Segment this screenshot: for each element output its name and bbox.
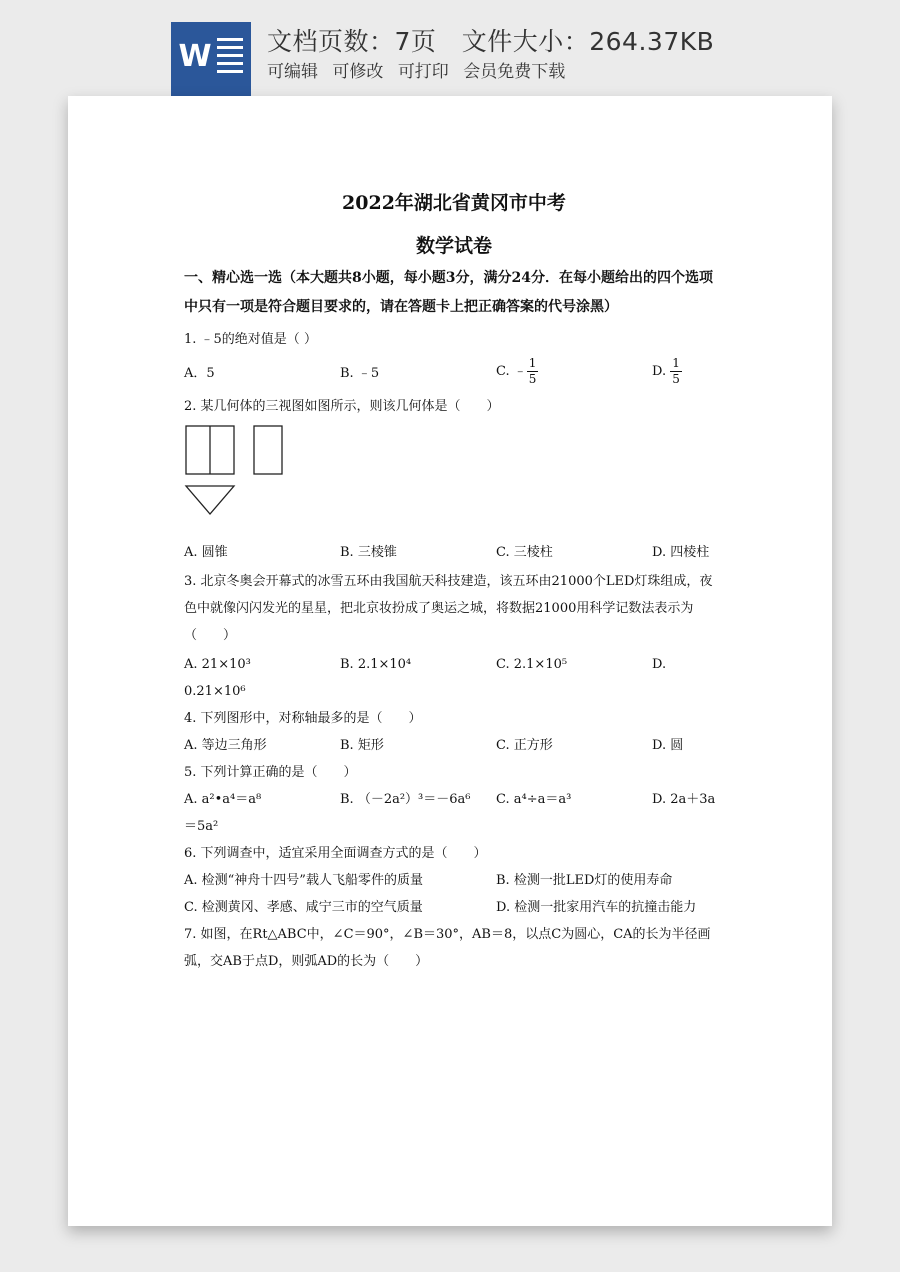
question-3: 3. 北京冬奥会开幕式的冰雪五环由我国航天科技建造，该五环由21000个LED灯珠组成，夜色中就像闪闪发光的星星，把北京妆扮成了奥运之城，将数据21000用科学记数法表示为（ ）	[184, 574, 713, 643]
option-a: A．5	[184, 365, 215, 381]
question-6-options-row-1	[184, 867, 724, 894]
question-2: 2. 某几何体的三视图如图所示，则该几何体是（ ）	[184, 399, 500, 414]
option-b: B. ﹣5	[340, 365, 380, 381]
option-c-prefix: C. ﹣	[496, 363, 527, 379]
question-5-options	[184, 786, 724, 813]
option-a: A. 21×10³	[184, 657, 251, 672]
option-d-continued: ＝5a²	[184, 819, 219, 834]
denominator: 5	[672, 371, 680, 386]
option-c: C. a⁴÷a＝a³	[496, 792, 572, 807]
feature-member-download: 会员免费下载	[463, 62, 566, 82]
option-a: A. 等边三角形	[184, 738, 267, 753]
document-content	[184, 186, 724, 975]
option-d	[652, 356, 808, 387]
option-d: D.	[652, 657, 667, 672]
option-c: C. 三棱柱	[496, 544, 553, 560]
question-4: 4. 下列图形中，对称轴最多的是（ ）	[184, 711, 422, 726]
question-3-options	[184, 651, 724, 678]
feature-list	[267, 57, 574, 82]
question-7: 7. 如图，在Rt△ABC中，∠C＝90°，∠B＝30°，AB＝8，以点C为圆心，CA的长为半径画弧，交AB于点D，则弧AD的长为（ ）	[184, 927, 711, 969]
option-b: B. 检测一批LED灯的使用寿命	[496, 873, 673, 888]
question-6-options-row-2	[184, 894, 724, 921]
option-a: A. 检测“神舟十四号”载人飞船零件的质量	[184, 873, 423, 888]
side-view	[254, 426, 282, 474]
option-d: D. 检测一批家用汽车的抗撞击能力	[496, 900, 697, 915]
question-4-options	[184, 732, 724, 759]
option-b: B. （－2a²）³＝－6a⁶	[340, 792, 471, 807]
question-1: 1. ﹣5的绝对值是（ ）	[184, 332, 317, 347]
option-a: A. 圆锥	[184, 544, 228, 560]
option-a: A. a²•a⁴＝a⁸	[184, 792, 262, 807]
option-c: C. 正方形	[496, 738, 553, 753]
three-view-drawing	[184, 420, 304, 530]
option-b: B. 矩形	[340, 738, 384, 753]
fraction	[670, 356, 682, 387]
option-d: D. 圆	[652, 738, 684, 753]
feature-editable: 可编辑	[267, 62, 318, 82]
option-c	[496, 356, 652, 387]
denominator: 5	[528, 371, 537, 386]
option-d: D. 2a＋3a	[652, 792, 716, 807]
option-b: B. 2.1×10⁴	[340, 657, 412, 672]
question-5: 5. 下列计算正确的是（ ）	[184, 765, 357, 780]
feature-modifiable: 可修改	[332, 62, 384, 82]
exam-title: 2022年湖北省黄冈市中考	[342, 192, 566, 214]
option-d: D. 四棱柱	[652, 544, 710, 560]
question-6: 6. 下列调查中，适宜采用全面调查方式的是（ ）	[184, 846, 487, 861]
three-view-figure	[184, 420, 724, 532]
option-d-prefix: D.	[652, 363, 671, 379]
document-info-title: 文档页数：7页 文件大小：264.37KB	[267, 27, 715, 56]
top-view-triangle	[186, 486, 234, 514]
option-c: C. 2.1×10⁵	[496, 657, 568, 672]
header-bar	[0, 0, 900, 100]
option-b: B. 三棱锥	[340, 544, 397, 560]
option-d-continued: 0.21×10⁶	[184, 684, 246, 699]
fraction	[527, 356, 539, 387]
document-page	[68, 96, 832, 1226]
numerator: 1	[528, 355, 537, 370]
word-document-icon: W	[171, 22, 251, 96]
numerator: 1	[672, 355, 680, 370]
question-2-options	[184, 532, 724, 568]
section-heading: 一、精心选一选（本大题共8小题，每小题3分，满分24分．在每小题给出的四个选项中只有一项是符合题目要求的，请在答题卡上把正确答案的代号涂黑）	[184, 270, 713, 315]
exam-subtitle: 数学试卷	[415, 235, 492, 257]
option-c: C. 检测黄冈、孝感、咸宁三市的空气质量	[184, 900, 423, 915]
question-1-options	[184, 353, 724, 389]
feature-printable: 可打印	[397, 62, 449, 82]
